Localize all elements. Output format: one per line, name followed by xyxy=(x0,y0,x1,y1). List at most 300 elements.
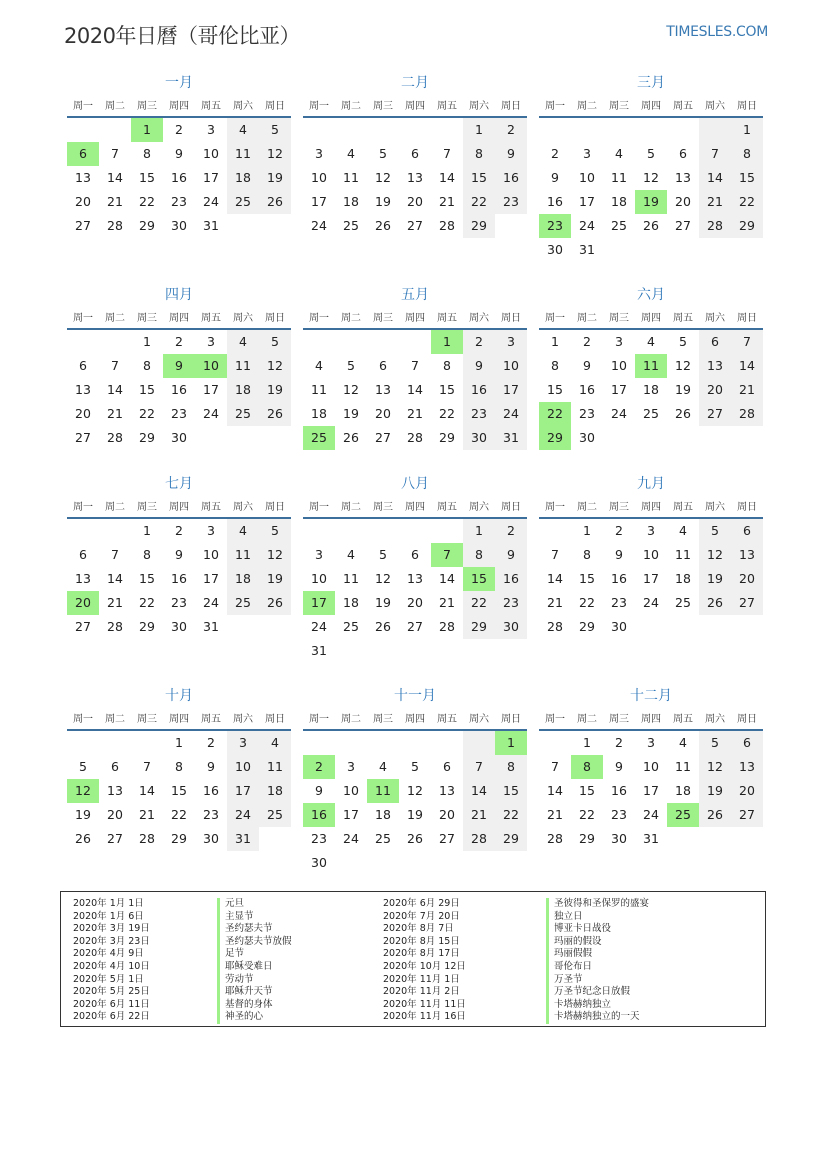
day-cell: 25 xyxy=(259,803,291,827)
day-cell: 30 xyxy=(311,855,327,870)
empty-day-cell xyxy=(399,330,431,354)
day-cell: 25 xyxy=(227,591,259,615)
day-cell: 29 xyxy=(139,218,155,233)
day-cell: 5 xyxy=(679,334,687,349)
day-cell: 14 xyxy=(107,382,123,397)
day-cell: 14 xyxy=(439,170,455,185)
weekday-label: 周日 xyxy=(265,501,285,513)
day-cell: 10 xyxy=(343,783,359,798)
day-cell: 28 xyxy=(547,831,563,846)
month-block xyxy=(539,686,763,851)
day-cell: 21 xyxy=(439,595,455,610)
day-cell: 27 xyxy=(407,619,423,634)
day-cell: 1 xyxy=(583,735,591,750)
empty-day-cell xyxy=(335,330,367,354)
empty-day-cell xyxy=(335,519,367,543)
day-cell: 26 xyxy=(407,831,423,846)
legend-holiday-name: 元旦 xyxy=(217,898,292,911)
weekday-label: 周六 xyxy=(469,713,489,725)
weekday-label: 周五 xyxy=(201,713,221,725)
day-cell: 6 xyxy=(79,358,87,373)
day-cell: 19 xyxy=(259,378,291,402)
day-cell: 11 xyxy=(675,547,691,562)
day-cell: 17 xyxy=(311,194,327,209)
empty-day-cell xyxy=(303,118,335,142)
weekday-label: 周二 xyxy=(105,100,125,112)
day-cell: 13 xyxy=(407,170,423,185)
day-cell: 15 xyxy=(495,779,527,803)
day-cell: 7 xyxy=(111,146,119,161)
day-cell: 15 xyxy=(139,170,155,185)
day-cell: 9 xyxy=(175,547,183,562)
empty-day-cell xyxy=(99,330,131,354)
month-title: 七月 xyxy=(165,476,193,492)
day-cell: 13 xyxy=(75,571,91,586)
weekday-label: 周四 xyxy=(405,100,425,112)
empty-day-cell xyxy=(367,731,399,755)
weekday-label: 周日 xyxy=(737,100,757,112)
day-cell: 29 xyxy=(171,831,187,846)
day-cell: 1 xyxy=(463,519,495,543)
holiday-day-cell: 1 xyxy=(431,330,463,354)
day-cell: 26 xyxy=(375,218,391,233)
weekday-label: 周四 xyxy=(641,713,661,725)
day-cell: 24 xyxy=(311,619,327,634)
weekday-label: 周日 xyxy=(501,501,521,513)
month-block xyxy=(303,474,527,663)
day-cell: 28 xyxy=(107,430,123,445)
day-cell: 22 xyxy=(731,190,763,214)
day-cell: 20 xyxy=(107,807,123,822)
day-cell: 10 xyxy=(579,170,595,185)
holiday-day-cell: 1 xyxy=(495,731,527,755)
day-grid xyxy=(303,118,527,238)
empty-day-cell xyxy=(67,519,99,543)
weekday-label: 周二 xyxy=(105,713,125,725)
day-cell: 14 xyxy=(547,571,563,586)
day-cell: 28 xyxy=(547,619,563,634)
month-title: 三月 xyxy=(637,75,665,91)
legend-holiday-name: 神圣的心 xyxy=(217,1011,292,1024)
day-cell: 30 xyxy=(171,430,187,445)
day-cell: 23 xyxy=(311,831,327,846)
day-cell: 6 xyxy=(411,547,419,562)
day-cell: 20 xyxy=(407,194,423,209)
weekday-label: 周三 xyxy=(137,312,157,324)
day-cell: 12 xyxy=(259,142,291,166)
weekday-label: 周二 xyxy=(341,100,361,112)
day-cell: 27 xyxy=(439,831,455,846)
day-cell: 1 xyxy=(731,118,763,142)
empty-day-cell xyxy=(399,118,431,142)
legend-holiday-name: 耶稣升天节 xyxy=(217,986,292,999)
weekday-label: 周二 xyxy=(577,713,597,725)
day-cell: 10 xyxy=(643,547,659,562)
day-cell: 15 xyxy=(139,382,155,397)
month-block xyxy=(539,285,763,450)
day-cell: 15 xyxy=(463,166,495,190)
empty-day-cell xyxy=(699,118,731,142)
day-cell: 27 xyxy=(75,218,91,233)
day-cell: 4 xyxy=(227,330,259,354)
day-cell: 25 xyxy=(611,218,627,233)
day-cell: 28 xyxy=(463,827,495,851)
empty-day-cell xyxy=(67,731,99,755)
month-block xyxy=(67,686,291,851)
day-cell: 3 xyxy=(207,334,215,349)
day-cell: 4 xyxy=(379,759,387,774)
day-cell: 5 xyxy=(259,519,291,543)
weekday-header xyxy=(303,494,527,516)
day-cell: 7 xyxy=(551,759,559,774)
day-cell: 13 xyxy=(107,783,123,798)
day-cell: 18 xyxy=(227,567,259,591)
day-grid xyxy=(67,519,291,639)
weekday-label: 周六 xyxy=(705,100,725,112)
day-cell: 29 xyxy=(439,430,455,445)
day-cell: 9 xyxy=(551,170,559,185)
day-cell: 16 xyxy=(495,567,527,591)
day-cell: 2 xyxy=(495,118,527,142)
day-cell: 27 xyxy=(107,831,123,846)
day-cell: 27 xyxy=(75,430,91,445)
weekday-label: 周一 xyxy=(73,100,93,112)
day-cell: 3 xyxy=(227,731,259,755)
day-cell: 13 xyxy=(699,354,731,378)
day-cell: 25 xyxy=(227,402,259,426)
day-cell: 3 xyxy=(615,334,623,349)
day-cell: 4 xyxy=(679,735,687,750)
month-block xyxy=(67,474,291,639)
legend-holiday-name: 耶稣受难日 xyxy=(217,961,292,974)
day-cell: 3 xyxy=(315,547,323,562)
day-cell: 25 xyxy=(375,831,391,846)
day-cell: 26 xyxy=(699,591,731,615)
holiday-day-cell: 2 xyxy=(303,755,335,779)
day-cell: 21 xyxy=(699,190,731,214)
day-cell: 8 xyxy=(495,755,527,779)
day-cell: 23 xyxy=(495,190,527,214)
day-cell: 3 xyxy=(207,523,215,538)
holiday-day-cell: 11 xyxy=(635,354,667,378)
day-cell: 30 xyxy=(171,218,187,233)
day-cell: 7 xyxy=(111,547,119,562)
day-grid xyxy=(67,118,291,238)
empty-day-cell xyxy=(603,118,635,142)
day-cell: 11 xyxy=(343,571,359,586)
day-cell: 19 xyxy=(259,166,291,190)
day-cell: 9 xyxy=(583,358,591,373)
legend-date: 2020年 4月 10日 xyxy=(73,960,150,972)
legend-holiday-name: 玛丽的假设 xyxy=(546,936,649,949)
holiday-day-cell: 9 xyxy=(163,354,195,378)
day-cell: 23 xyxy=(611,807,627,822)
weekday-label: 周六 xyxy=(469,100,489,112)
day-cell: 30 xyxy=(495,615,527,639)
legend-date: 2020年 8月 7日 xyxy=(383,923,454,935)
day-cell: 9 xyxy=(495,543,527,567)
month-title: 十二月 xyxy=(630,688,672,704)
empty-day-cell xyxy=(367,519,399,543)
weekday-label: 周一 xyxy=(309,501,329,513)
day-cell: 17 xyxy=(611,382,627,397)
weekday-label: 周六 xyxy=(705,501,725,513)
weekday-label: 周日 xyxy=(737,501,757,513)
day-grid xyxy=(303,731,527,875)
weekday-label: 周五 xyxy=(673,501,693,513)
day-cell: 26 xyxy=(343,430,359,445)
day-cell: 20 xyxy=(675,194,691,209)
weekday-label: 周二 xyxy=(341,713,361,725)
weekday-label: 周六 xyxy=(469,501,489,513)
empty-day-cell xyxy=(67,330,99,354)
day-cell: 9 xyxy=(207,759,215,774)
day-cell: 22 xyxy=(495,803,527,827)
legend-date: 2020年 7月 20日 xyxy=(383,910,460,922)
day-cell: 9 xyxy=(463,354,495,378)
day-cell: 11 xyxy=(227,354,259,378)
month-block xyxy=(303,686,527,875)
day-cell: 2 xyxy=(175,523,183,538)
day-cell: 13 xyxy=(375,382,391,397)
weekday-label: 周日 xyxy=(501,713,521,725)
day-cell: 30 xyxy=(611,619,627,634)
day-cell: 15 xyxy=(579,571,595,586)
month-title: 八月 xyxy=(401,476,429,492)
weekday-label: 周三 xyxy=(373,312,393,324)
weekday-label: 周六 xyxy=(233,100,253,112)
legend-date: 2020年 11月 16日 xyxy=(383,1011,466,1023)
empty-day-cell xyxy=(635,118,667,142)
day-cell: 13 xyxy=(731,543,763,567)
legend-holiday-name: 圣约瑟夫节 xyxy=(217,923,292,936)
day-cell: 21 xyxy=(463,803,495,827)
day-cell: 24 xyxy=(643,807,659,822)
legend-holiday-name: 主显节 xyxy=(217,911,292,924)
day-cell: 7 xyxy=(443,146,451,161)
day-cell: 28 xyxy=(407,430,423,445)
day-cell: 26 xyxy=(259,190,291,214)
day-cell: 7 xyxy=(143,759,151,774)
weekday-label: 周二 xyxy=(105,312,125,324)
day-cell: 26 xyxy=(675,406,691,421)
site-link[interactable]: TIMESLES.COM xyxy=(666,24,768,40)
day-cell: 6 xyxy=(79,547,87,562)
day-cell: 2 xyxy=(615,735,623,750)
day-cell: 14 xyxy=(139,783,155,798)
day-cell: 25 xyxy=(343,218,359,233)
day-cell: 12 xyxy=(407,783,423,798)
month-block xyxy=(67,73,291,238)
month-block xyxy=(67,285,291,450)
holiday-day-cell: 15 xyxy=(463,567,495,591)
day-cell: 11 xyxy=(227,142,259,166)
empty-day-cell xyxy=(131,731,163,755)
day-cell: 19 xyxy=(699,567,731,591)
day-cell: 29 xyxy=(495,827,527,851)
month-title: 六月 xyxy=(637,287,665,303)
day-cell: 31 xyxy=(203,619,219,634)
day-cell: 6 xyxy=(731,519,763,543)
day-cell: 7 xyxy=(463,755,495,779)
day-cell: 19 xyxy=(259,567,291,591)
day-cell: 10 xyxy=(643,759,659,774)
empty-day-cell xyxy=(539,118,571,142)
day-cell: 20 xyxy=(75,194,91,209)
empty-day-cell xyxy=(67,118,99,142)
weekday-label: 周三 xyxy=(373,501,393,513)
weekday-header xyxy=(539,93,763,115)
day-cell: 30 xyxy=(611,831,627,846)
day-cell: 26 xyxy=(75,831,91,846)
day-cell: 25 xyxy=(343,619,359,634)
weekday-header xyxy=(539,305,763,327)
day-cell: 17 xyxy=(643,783,659,798)
empty-day-cell xyxy=(335,118,367,142)
day-cell: 22 xyxy=(463,591,495,615)
day-cell: 16 xyxy=(171,170,187,185)
day-cell: 3 xyxy=(347,759,355,774)
weekday-label: 周二 xyxy=(105,501,125,513)
legend-holiday-name: 万圣节 xyxy=(546,974,649,987)
legend-dates-col-1 xyxy=(73,898,150,1024)
weekday-label: 周五 xyxy=(437,713,457,725)
day-cell: 25 xyxy=(227,190,259,214)
day-cell: 27 xyxy=(75,619,91,634)
day-cell: 17 xyxy=(495,378,527,402)
day-cell: 10 xyxy=(611,358,627,373)
empty-day-cell xyxy=(99,118,131,142)
day-cell: 31 xyxy=(203,218,219,233)
empty-day-cell xyxy=(303,731,335,755)
weekday-label: 周一 xyxy=(73,312,93,324)
day-grid xyxy=(67,330,291,450)
weekday-label: 周三 xyxy=(137,100,157,112)
weekday-label: 周五 xyxy=(437,100,457,112)
weekday-header xyxy=(303,706,527,728)
day-cell: 4 xyxy=(615,146,623,161)
day-cell: 29 xyxy=(139,430,155,445)
day-cell: 22 xyxy=(439,406,455,421)
holiday-day-cell: 8 xyxy=(571,755,603,779)
month-block xyxy=(539,73,763,262)
weekday-label: 周日 xyxy=(265,100,285,112)
day-cell: 11 xyxy=(259,755,291,779)
empty-day-cell xyxy=(667,118,699,142)
weekday-label: 周二 xyxy=(577,312,597,324)
day-cell: 3 xyxy=(495,330,527,354)
day-cell: 6 xyxy=(379,358,387,373)
day-cell: 31 xyxy=(643,831,659,846)
day-cell: 24 xyxy=(343,831,359,846)
legend-holiday-name: 独立日 xyxy=(546,911,649,924)
day-cell: 24 xyxy=(203,595,219,610)
day-cell: 28 xyxy=(139,831,155,846)
day-cell: 18 xyxy=(611,194,627,209)
day-cell: 18 xyxy=(227,378,259,402)
day-cell: 27 xyxy=(731,591,763,615)
legend-date: 2020年 5月 25日 xyxy=(73,986,150,998)
day-cell: 27 xyxy=(407,218,423,233)
legend-names-col-1 xyxy=(217,898,292,1024)
day-cell: 27 xyxy=(731,803,763,827)
empty-day-cell xyxy=(367,330,399,354)
day-cell: 18 xyxy=(343,595,359,610)
day-cell: 13 xyxy=(407,571,423,586)
day-cell: 5 xyxy=(699,731,731,755)
day-cell: 14 xyxy=(547,783,563,798)
day-grid xyxy=(539,519,763,639)
day-cell: 12 xyxy=(343,382,359,397)
month-title: 四月 xyxy=(165,287,193,303)
day-cell: 16 xyxy=(171,382,187,397)
legend-date: 2020年 1月 6日 xyxy=(73,910,144,922)
day-cell: 18 xyxy=(227,166,259,190)
weekday-label: 周一 xyxy=(73,501,93,513)
empty-day-cell xyxy=(303,519,335,543)
holiday-day-cell: 17 xyxy=(303,591,335,615)
day-grid xyxy=(303,330,527,450)
day-cell: 6 xyxy=(111,759,119,774)
day-cell: 12 xyxy=(699,543,731,567)
day-cell: 13 xyxy=(75,382,91,397)
day-cell: 29 xyxy=(463,615,495,639)
day-cell: 30 xyxy=(203,831,219,846)
legend-holiday-name: 足节 xyxy=(217,948,292,961)
weekday-label: 周六 xyxy=(705,713,725,725)
legend-date: 2020年 11月 11日 xyxy=(383,998,466,1010)
day-cell: 2 xyxy=(175,334,183,349)
weekday-label: 周六 xyxy=(469,312,489,324)
holiday-day-cell: 12 xyxy=(67,779,99,803)
day-cell: 19 xyxy=(343,406,359,421)
day-cell: 5 xyxy=(379,146,387,161)
day-cell: 24 xyxy=(203,406,219,421)
day-cell: 14 xyxy=(463,779,495,803)
day-cell: 14 xyxy=(107,170,123,185)
day-cell: 24 xyxy=(203,194,219,209)
day-cell: 8 xyxy=(463,142,495,166)
weekday-header xyxy=(539,706,763,728)
day-cell: 31 xyxy=(495,426,527,450)
day-cell: 17 xyxy=(579,194,595,209)
legend-date: 2020年 6月 22日 xyxy=(73,1011,150,1023)
weekday-header xyxy=(67,706,291,728)
day-cell: 24 xyxy=(311,218,327,233)
day-cell: 30 xyxy=(547,242,563,257)
day-cell: 24 xyxy=(643,595,659,610)
weekday-label: 周三 xyxy=(609,100,629,112)
weekday-label: 周日 xyxy=(737,713,757,725)
day-cell: 7 xyxy=(731,330,763,354)
day-cell: 8 xyxy=(143,358,151,373)
weekday-label: 周二 xyxy=(341,312,361,324)
day-cell: 13 xyxy=(731,755,763,779)
day-cell: 10 xyxy=(203,547,219,562)
legend-holiday-name: 圣彼得和圣保罗的盛宴 xyxy=(546,898,649,911)
day-cell: 3 xyxy=(647,523,655,538)
weekday-label: 周五 xyxy=(437,501,457,513)
day-cell: 16 xyxy=(203,783,219,798)
day-grid xyxy=(67,731,291,851)
month-title: 二月 xyxy=(401,75,429,91)
day-cell: 5 xyxy=(259,330,291,354)
day-cell: 23 xyxy=(203,807,219,822)
day-cell: 8 xyxy=(731,142,763,166)
day-cell: 21 xyxy=(547,807,563,822)
day-cell: 8 xyxy=(175,759,183,774)
weekday-label: 周六 xyxy=(705,312,725,324)
